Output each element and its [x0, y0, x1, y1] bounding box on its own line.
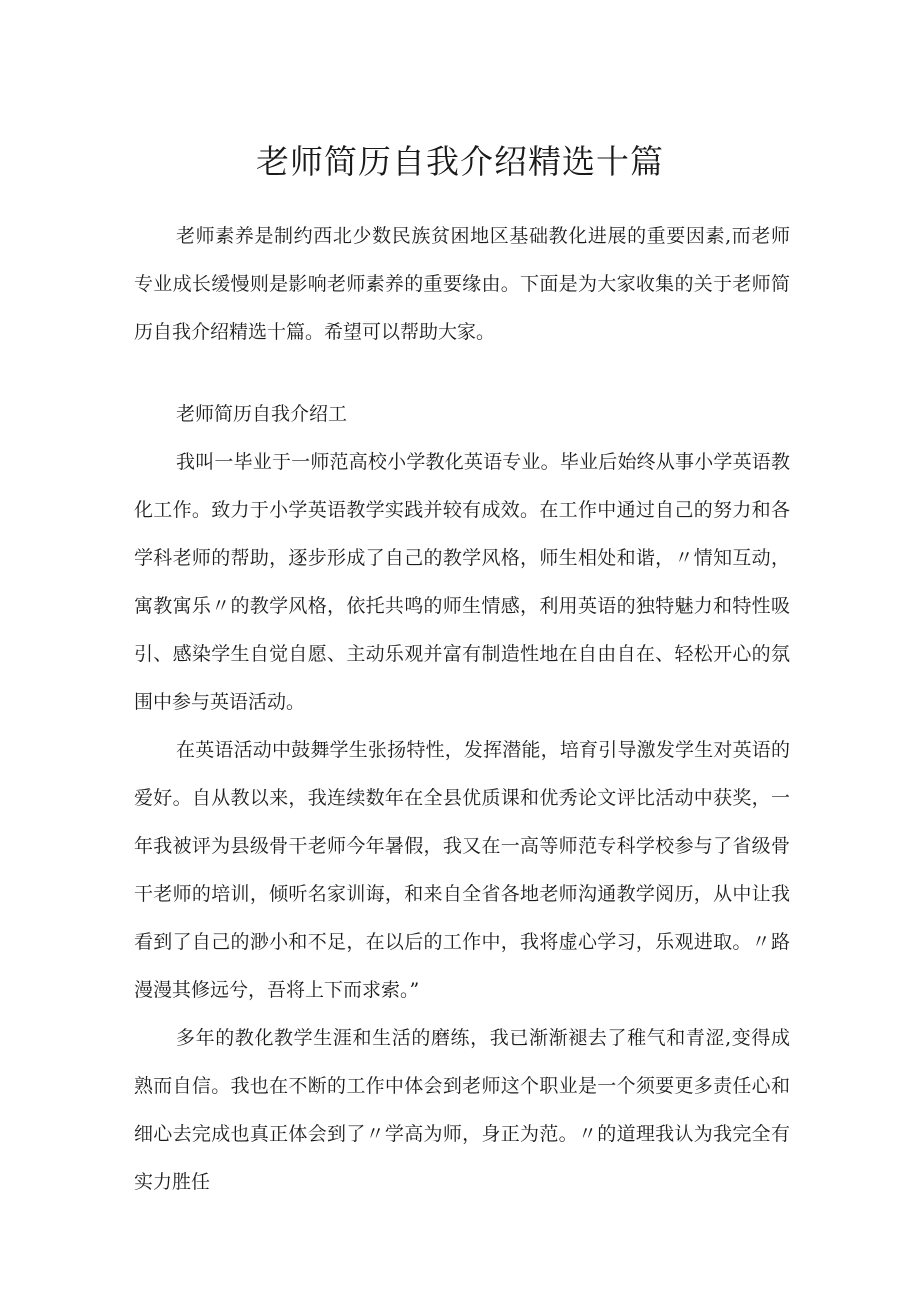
document-body [134, 212, 790, 1206]
body-paragraph-1: 我叫一毕业于一师范高校小学教化英语专业。毕业后始终从事小学英语教化工作。致力于小学英语教学实践并较有成效。在工作中通过自己的努力和各学科老师的帮助，逐步形成了自己的教学风格，师生相处和谐，〃情知互动，寓教寓乐〃的教学风格，依托共鸣的师生情感，利用英语的独特魅力和特性吸引、感染学生自觉自愿、主动乐观并富有制造性地在自由自在、轻松开心的氛围中参与英语活动。 [134, 451, 790, 713]
section-heading: 老师简历自我介绍工 [176, 403, 348, 425]
body-paragraph-3: 多年的教化教学生涯和生活的磨练，我已渐渐褪去了稚气和青涩,变得成熟而自信。我也在不断的工作中体会到老师这个职业是一个须要更多责任心和细心去完成也真正体会到了〃学高为师，身正为范。〃的道理我认为我完全有实力胜任 [134, 1027, 790, 1193]
intro-paragraph: 老师素养是制约西北少数民族贫困地区基础教化进展的重要因素,而老师专业成长缓慢则是影响老师素养的重要缘由。下面是为大家收集的关于老师简历自我介绍精选十篇。希望可以帮助大家。 [134, 225, 790, 343]
body-paragraph-2: 在英语活动中鼓舞学生张扬特性，发挥潜能，培育引导激发学生对英语的爱好。自从教以来，我连续数年在全县优质课和优秀论文评比活动中获奖，一年我被评为县级骨干老师今年暑假，我又在一高等师范专科学校参与了省级骨干老师的培训，倾听名家训诲，和来自全省各地老师沟通教学阅历，从中让我看到了自己的渺小和不足，在以后的工作中，我将虚心学习，乐观进取。〃路漫漫其修远兮，吾将上下而求索。” [134, 739, 790, 1001]
document-title: 老师简历自我介绍精选十篇 [256, 142, 664, 181]
